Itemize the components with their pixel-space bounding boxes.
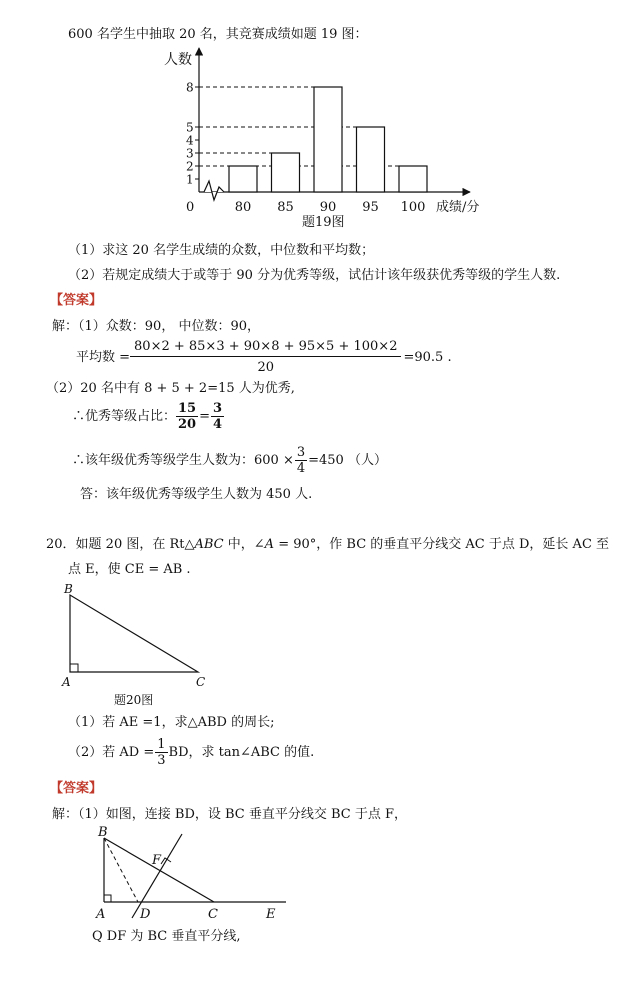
mean-label: 平均数 = (76, 349, 131, 365)
ratio-num2: 3 (213, 401, 223, 416)
q20-solution-line1: 解：（1）如图，连接 BD，设 BC 垂直平分线交 BC 于点 F， (52, 807, 408, 822)
bar-90 (314, 87, 342, 192)
q20-part2-pre: （2）若 AD = (68, 745, 155, 760)
q20-triangle-figure (50, 580, 250, 710)
count-num: 3 (296, 445, 306, 460)
bar-85 (272, 153, 300, 192)
ratio-num: 15 (178, 401, 197, 416)
count-den: 4 (296, 461, 306, 476)
fig2-vertex-e: E (266, 907, 276, 922)
right-angle-mark (70, 664, 78, 672)
ratio-den2: 4 (213, 417, 223, 432)
vertex-b: B (64, 582, 73, 596)
count-prefix: ∴该年级优秀等级学生人数为：600 × (72, 453, 294, 468)
vertex-c: C (196, 675, 206, 689)
q20-stem-rest: = 90°，作 BC 的垂直平分线交 AC 于点 D，延长 AC 至 (274, 537, 610, 552)
q20-stem-line1 (46, 538, 609, 551)
fig20-caption: 题20图 (114, 693, 154, 707)
q20-solution-figure (90, 822, 330, 932)
vertex-a: A (62, 675, 71, 689)
q19-answer-tag: 【答案】 (50, 293, 103, 308)
q19-part1: （1）求这 20 名学生成绩的众数，中位数和平均数； (68, 243, 375, 258)
x-tick-label: 95 (362, 200, 379, 215)
x-tick-label: 90 (319, 200, 337, 215)
q20-solution-line2: Q DF 为 BC 垂直平分线, (92, 929, 241, 944)
q20-stem-a: A (264, 537, 275, 552)
q19-count (72, 446, 387, 475)
mean-numerator: 80×2 + 85×3 + 90×8 + 95×5 + 100×2 (130, 340, 401, 357)
mean-denominator: 20 (257, 360, 275, 375)
y-tick-label: 2 (186, 159, 194, 174)
y-tick-label: 5 (186, 120, 194, 135)
axis-break (204, 181, 224, 200)
q20-part2 (68, 738, 314, 767)
x-axis-label: 成绩/分 (436, 200, 480, 215)
y-tick-label: 8 (186, 80, 194, 95)
ratio-den: 20 (178, 417, 197, 432)
mean-fraction (130, 340, 401, 374)
fig2-vertex-f: F (152, 853, 162, 868)
q19-intro: 600 名学生中抽取 20 名，其竞赛成绩如题 19 图： (68, 27, 368, 42)
q19-part2: （2）若规定成绩大于或等于 90 分为优秀等级，试估计该年级获优秀等级的学生人数. (68, 268, 561, 283)
y-tick-label: 1 (186, 172, 194, 187)
fig2-vertex-a: A (96, 907, 106, 922)
fig2-vertex-b: B (98, 825, 108, 840)
q19-ratio (72, 402, 224, 431)
q20-stem-pre: 20．如题 20 图，在 Rt△ (46, 537, 195, 552)
fig2-vertex-c: C (208, 907, 218, 922)
bar-95 (357, 127, 385, 192)
right-angle-a (104, 895, 111, 902)
q19-solution-part2: （2）20 名中有 8 + 5 + 2=15 人为优秀, (46, 381, 295, 396)
ratio-fraction-2 (211, 402, 224, 431)
q20-stem-line2: 点 E，使 CE = AB . (68, 562, 191, 577)
perpendicular-bisector (132, 834, 182, 918)
origin-label: 0 (186, 200, 195, 215)
x-tick-label: 85 (277, 200, 294, 215)
mean-result: =90.5 . (403, 349, 452, 365)
q20-part2-post: BD，求 tan∠ABC 的值. (168, 745, 315, 760)
chart-title: 题19图 (302, 215, 345, 230)
q19-solution-line1: 解：（1）众数：90， 中位数：90， (52, 319, 260, 334)
y-axis-label: 人数 (164, 52, 192, 68)
q19-conclusion: 答：该年级优秀等级学生人数为 450 人. (80, 487, 313, 502)
q20-answer-tag: 【答案】 (50, 781, 103, 796)
triangle-abc (70, 595, 198, 672)
ratio-prefix: ∴优秀等级占比： (72, 409, 177, 424)
q20-stem-mid: 中，∠ (223, 537, 265, 552)
count-fraction (295, 446, 307, 475)
x-tick-label: 80 (234, 200, 252, 215)
count-result: =450 （人） (308, 453, 387, 468)
q20-part2-den: 3 (157, 753, 166, 768)
q20-stem-abc: ABC (194, 537, 224, 552)
q19-mean-expression (76, 340, 452, 374)
y-tick-label: 4 (186, 133, 194, 148)
q20-part1: （1）若 AE =1，求△ABD 的周长; (68, 715, 275, 730)
y-tick-label: 3 (186, 146, 194, 161)
ratio-fraction-1 (176, 402, 198, 431)
q20-part2-num: 1 (157, 737, 166, 752)
bar-100 (399, 166, 427, 192)
bar-80 (229, 166, 257, 192)
ratio-equals: = (199, 409, 211, 424)
fig2-vertex-d: D (140, 907, 151, 922)
q20-part2-fraction (155, 738, 167, 767)
x-tick-label: 100 (400, 200, 426, 215)
